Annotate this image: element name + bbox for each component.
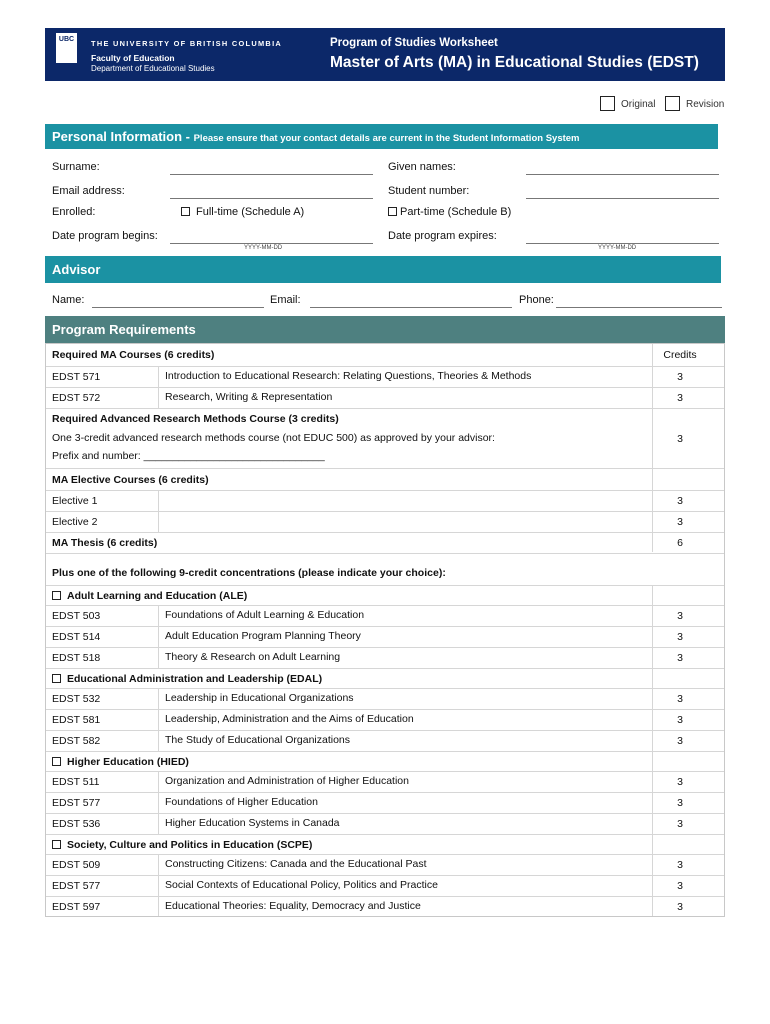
- concentration-row-hied[interactable]: [46, 752, 724, 772]
- form-title: Master of Arts (MA) in Educational Studies (EDST): [330, 54, 699, 71]
- concentration-row-scpe[interactable]: [46, 835, 724, 855]
- course-credits: 3: [677, 714, 683, 726]
- course-credits: 3: [677, 432, 683, 445]
- course-title: Higher Education Systems in Canada: [165, 817, 340, 829]
- revision-checkbox[interactable]: [665, 96, 680, 111]
- course-code: EDST 597: [52, 900, 101, 913]
- date-expires-label: Date program expires:: [388, 230, 497, 242]
- course-code: EDST 514: [52, 631, 101, 643]
- course-credits: 3: [677, 797, 683, 809]
- course-credits: 3: [677, 371, 683, 383]
- faculty-name: Faculty of Education: [91, 53, 175, 63]
- table-row: [46, 772, 724, 793]
- surname-field[interactable]: [170, 174, 373, 175]
- course-credits: 3: [677, 693, 683, 705]
- course-code: EDST 571: [52, 371, 101, 383]
- fulltime-label: Full-time (Schedule A): [196, 206, 305, 218]
- student-number-field[interactable]: [526, 198, 719, 199]
- table-row: [46, 648, 724, 669]
- date-expires-hint: YYYY-MM-DD: [598, 245, 637, 251]
- course-title: Adult Education Program Planning Theory: [165, 630, 361, 642]
- course-title: The Study of Educational Organizations: [165, 734, 351, 746]
- course-code: EDST 572: [52, 392, 101, 404]
- course-code: EDST 582: [52, 735, 101, 747]
- surname-label: Surname:: [52, 161, 100, 173]
- table-row: [46, 814, 724, 835]
- course-credits: 3: [677, 859, 683, 871]
- department-name: Department of Educational Studies: [91, 64, 215, 73]
- ale-checkbox[interactable]: [52, 591, 61, 600]
- table-row: [46, 731, 724, 752]
- course-credits: 3: [677, 610, 683, 622]
- course-credits: 3: [677, 631, 683, 643]
- course-code: EDST 577: [52, 797, 101, 809]
- concentration-name: Society, Culture and Politics in Education (SCPE): [67, 838, 313, 851]
- university-name: THE UNIVERSITY OF BRITISH COLUMBIA: [91, 39, 283, 48]
- table-row: [46, 512, 724, 533]
- course-title: Leadership in Educational Organizations: [165, 692, 354, 704]
- student-number-label: Student number:: [388, 185, 470, 197]
- course-title: Social Contexts of Educational Policy, Politics and Practice: [165, 879, 438, 891]
- concentration-row-ale[interactable]: [46, 586, 724, 606]
- advisor-name-label: Name:: [52, 294, 85, 306]
- fulltime-option[interactable]: [181, 206, 304, 218]
- scpe-checkbox[interactable]: [52, 840, 61, 849]
- table-row: [46, 689, 724, 710]
- concentration-header-row: [46, 554, 724, 586]
- course-code: EDST 536: [52, 818, 101, 830]
- given-names-label: Given names:: [388, 161, 456, 173]
- course-title: Leadership, Administration and the Aims of Education: [165, 713, 414, 725]
- course-credits: 6: [677, 537, 683, 549]
- date-begins-label: Date program begins:: [52, 230, 158, 242]
- elective-label: Elective 2: [52, 516, 98, 528]
- concentration-name: Higher Education (HIED): [67, 755, 189, 768]
- table-row: [46, 367, 724, 388]
- course-credits: 3: [677, 776, 683, 788]
- advanced-methods-row: [46, 409, 724, 469]
- table-row: [46, 855, 724, 876]
- course-title: Foundations of Higher Education: [165, 796, 318, 808]
- course-title: Educational Theories: Equality, Democracy and Justice: [165, 900, 421, 912]
- course-title: Foundations of Adult Learning & Education: [165, 609, 365, 621]
- advisor-phone-field[interactable]: [556, 307, 722, 308]
- elective-heading: MA Elective Courses (6 credits): [52, 473, 209, 486]
- course-credits: 3: [677, 735, 683, 747]
- personal-info-heading: Personal Information -: [52, 129, 190, 144]
- table-row: [46, 876, 724, 897]
- requirements-table: [45, 343, 725, 917]
- required-ma-header-row: [46, 344, 724, 367]
- advisor-phone-label: Phone:: [519, 294, 554, 306]
- thesis-heading: MA Thesis (6 credits): [52, 537, 158, 549]
- advanced-methods-prefix[interactable]: Prefix and number: _______________________________: [52, 450, 325, 462]
- table-row: [46, 793, 724, 814]
- advisor-name-field[interactable]: [92, 307, 264, 308]
- original-checkbox[interactable]: [600, 96, 615, 111]
- ubc-logo: UBC: [56, 33, 77, 63]
- course-title: Organization and Administration of Higher Education: [165, 775, 409, 787]
- table-row: [46, 388, 724, 409]
- advisor-email-label: Email:: [270, 294, 301, 306]
- edal-checkbox[interactable]: [52, 674, 61, 683]
- advanced-methods-description: One 3-credit advanced research methods course (not EDUC 500) as approved by your advisor:: [52, 432, 495, 444]
- course-credits: 3: [677, 900, 683, 913]
- concentration-name: Educational Administration and Leadership (EDAL): [67, 672, 323, 685]
- program-requirements-header: Program Requirements: [45, 316, 725, 343]
- enrolled-label: Enrolled:: [52, 206, 96, 218]
- form-subtitle: Program of Studies Worksheet: [330, 37, 498, 49]
- course-credits: 3: [677, 392, 683, 404]
- table-row: [46, 710, 724, 731]
- course-title: Research, Writing & Representation: [165, 391, 333, 403]
- email-label: Email address:: [52, 185, 125, 197]
- date-expires-field[interactable]: [526, 243, 719, 244]
- elective-header-row: [46, 469, 724, 491]
- course-credits: 3: [677, 495, 683, 507]
- thesis-row: [46, 533, 724, 554]
- table-row: [46, 606, 724, 627]
- date-begins-hint: YYYY-MM-DD: [244, 245, 283, 251]
- course-code: EDST 509: [52, 859, 101, 871]
- elective-label: Elective 1: [52, 495, 98, 507]
- parttime-label: Part-time (Schedule B): [400, 206, 512, 218]
- personal-info-note: Please ensure that your contact details are current in the Student Information System: [193, 133, 580, 144]
- course-title: Constructing Citizens: Canada and the Educational Past: [165, 858, 427, 870]
- advisor-header: Advisor: [45, 256, 721, 283]
- date-begins-field[interactable]: [170, 243, 373, 244]
- course-title: Theory & Research on Adult Learning: [165, 651, 341, 663]
- advanced-methods-heading: Required Advanced Research Methods Course (3 credits): [52, 413, 339, 425]
- personal-info-header: [45, 124, 718, 149]
- course-credits: 3: [677, 652, 683, 664]
- course-code: EDST 503: [52, 610, 101, 622]
- original-label: Original: [621, 99, 656, 110]
- course-credits: 3: [677, 880, 683, 892]
- concentration-name: Adult Learning and Education (ALE): [67, 589, 248, 602]
- course-credits: 3: [677, 818, 683, 830]
- course-title: Introduction to Educational Research: Relating Questions, Theories & Methods: [165, 370, 532, 382]
- course-code: EDST 511: [52, 776, 100, 788]
- concentration-heading: Plus one of the following 9-credit concentrations (please indicate your choice):: [52, 567, 446, 579]
- parttime-option[interactable]: [388, 206, 511, 218]
- table-row: [46, 491, 724, 512]
- table-row: [46, 897, 724, 916]
- advisor-email-field[interactable]: [310, 307, 512, 308]
- course-code: EDST 532: [52, 693, 101, 705]
- page-header: [45, 28, 725, 81]
- concentration-row-edal[interactable]: [46, 669, 724, 689]
- credits-column-label: Credits: [663, 349, 697, 361]
- fulltime-checkbox[interactable]: [181, 207, 190, 216]
- revision-label: Revision: [686, 99, 725, 110]
- course-code: EDST 581: [52, 714, 101, 726]
- required-ma-heading: Required MA Courses (6 credits): [52, 349, 215, 361]
- table-row: [46, 627, 724, 648]
- email-field[interactable]: [170, 198, 373, 199]
- course-code: EDST 518: [52, 652, 101, 664]
- course-code: EDST 577: [52, 880, 101, 892]
- course-credits: 3: [677, 516, 683, 528]
- hied-checkbox[interactable]: [52, 757, 61, 766]
- given-names-field[interactable]: [526, 174, 719, 175]
- parttime-checkbox[interactable]: [388, 207, 397, 216]
